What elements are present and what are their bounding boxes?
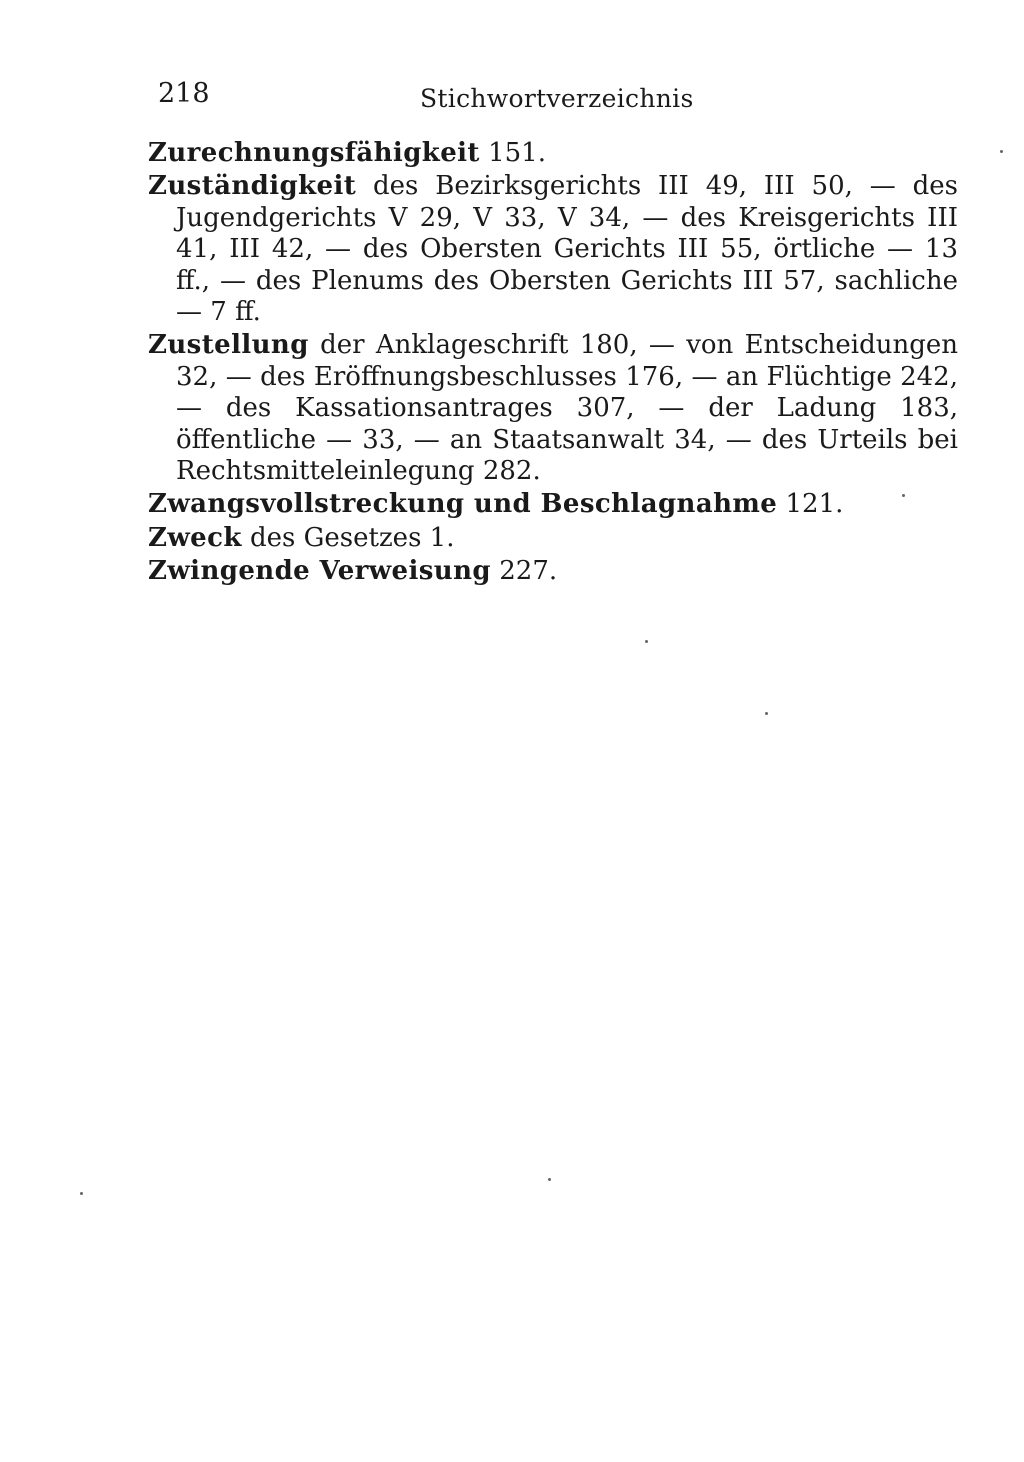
index-entries — [148, 138, 958, 588]
index-entry — [148, 523, 958, 554]
index-term: Zwingende Verweisung — [148, 556, 491, 587]
index-entry — [148, 138, 958, 169]
scan-speck — [1000, 150, 1003, 153]
running-header: Stichwortverzeichnis — [420, 84, 694, 113]
scan-speck — [645, 640, 648, 643]
index-entry — [148, 489, 958, 520]
index-entry — [148, 171, 958, 328]
index-reference: des Gesetzes 1. — [241, 522, 455, 553]
index-entry — [148, 330, 958, 487]
index-entry — [148, 556, 958, 587]
index-term: Zustellung — [148, 330, 309, 361]
index-term: Zweck — [148, 522, 242, 553]
scan-speck — [765, 712, 768, 715]
index-reference: des Bezirksgerichts III 49, III 50, — des Jugendgerichts V 29, V 33, V 34, — des Kreisgerichts III 41, III 42, — des Obersten Gerichts III 55, örtliche — 13 ff., — des Plenums des Obersten Gerichts III 57, sachliche — 7 ff. — [176, 171, 958, 328]
index-term: Zwangsvollstreckung und Beschlagnahme — [148, 489, 778, 520]
index-term: Zuständigkeit — [148, 171, 357, 202]
index-reference: 227. — [491, 556, 558, 587]
index-reference: 151. — [479, 138, 546, 168]
index-reference: 121. — [777, 489, 844, 520]
page-number: 218 — [158, 78, 210, 109]
index-term: Zurechnungsfähigkeit — [148, 138, 480, 168]
scan-speck — [80, 1192, 83, 1195]
index-reference: der Anklageschrift 180, — von Entscheidungen 32, — des Eröffnungsbeschlusses 176, — an Flüchtige 242, — des Kassationsantrages 307, — der Ladung 183, öffentliche — 33, — an Staatsanwalt 34, — des Urteils bei Rechtsmitteleinlegung 282. — [176, 330, 958, 487]
scan-speck — [902, 494, 905, 497]
scan-speck — [548, 1178, 551, 1181]
